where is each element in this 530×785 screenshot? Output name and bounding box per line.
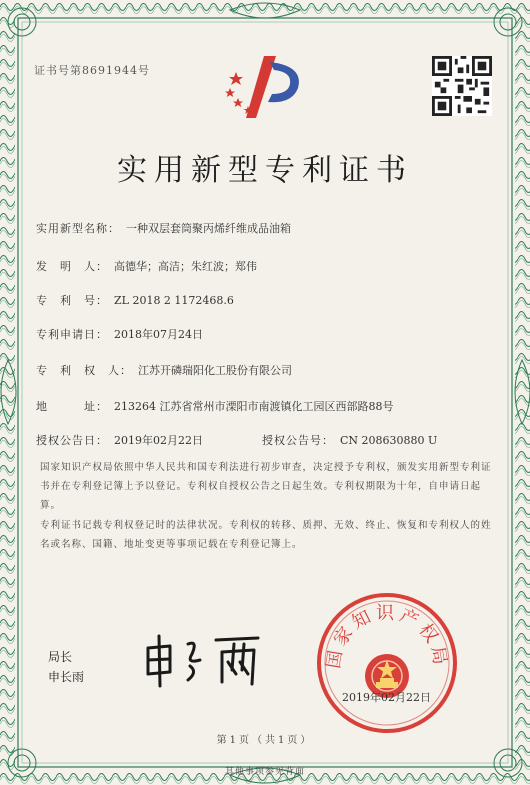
field-utility-model-name (36, 220, 291, 236)
director-title: 局长 (48, 650, 73, 664)
svg-text:国家知识产权局: 国家知识产权局 (323, 603, 451, 671)
field-value: 213264 江苏省常州市溧阳市南渡镇化工园区西部路88号 (114, 400, 394, 413)
field-label: 专 利 权 人： (36, 364, 132, 377)
page-number: 第1页（共1页） (216, 735, 314, 746)
field-label: 地 址： (36, 400, 108, 413)
cnipa-logo-icon (218, 52, 314, 122)
field-application-date (36, 326, 203, 342)
field-value: 高德华；高洁；朱红波；郑伟 (114, 260, 257, 273)
field-address (36, 398, 393, 414)
statement-paragraph-1: 国家知识产权局依照中华人民共和国专利法进行初步审查，决定授予专利权，颁发实用新型专利证书并在专利登记簿上予以登记。专利权自授权公告之日起生效。专利权期限为十年，自申请日起算。 (40, 462, 492, 511)
field-grant-number (262, 432, 437, 448)
field-label: 专利申请日： (36, 328, 108, 341)
official-seal-icon (312, 588, 462, 738)
qr-code-icon (432, 56, 492, 116)
certificate-number: 证书号第8691944号 (34, 64, 150, 77)
field-label: 授权公告日： (36, 434, 108, 447)
field-label: 授权公告号： (262, 434, 334, 447)
field-value: 一种双层套筒聚丙烯纤维成品油箱 (126, 222, 291, 235)
certificate-title: 实用新型专利证书 (117, 153, 413, 188)
field-label: 发 明 人： (36, 260, 108, 273)
field-value: ZL 2018 2 1172468.6 (114, 294, 234, 307)
seal-date: 2019年02月22日 (342, 691, 431, 704)
statement-paragraph-2: 专利证书记载专利权登记时的法律状况。专利权的转移、质押、无效、终止、恢复和专利权人的姓名或名称、国籍、地址变更等事项记载在专利登记簿上。 (40, 520, 492, 550)
field-value: 2019年02月22日 (114, 434, 203, 447)
signature-icon (140, 630, 270, 690)
field-label: 实用新型名称： (36, 222, 120, 235)
field-label: 专 利 号： (36, 294, 108, 307)
field-inventors (36, 258, 257, 274)
field-grant-date (36, 432, 203, 448)
field-patentee (36, 362, 292, 378)
field-value: CN 208630880 U (340, 434, 438, 447)
field-value: 2018年07月24日 (114, 328, 203, 341)
footer-note: 其他事项参见背面 (224, 767, 305, 777)
field-patent-number (36, 292, 234, 308)
field-value: 江苏开磷瑞阳化工股份有限公司 (138, 364, 292, 377)
director-name: 申长雨 (48, 670, 85, 684)
